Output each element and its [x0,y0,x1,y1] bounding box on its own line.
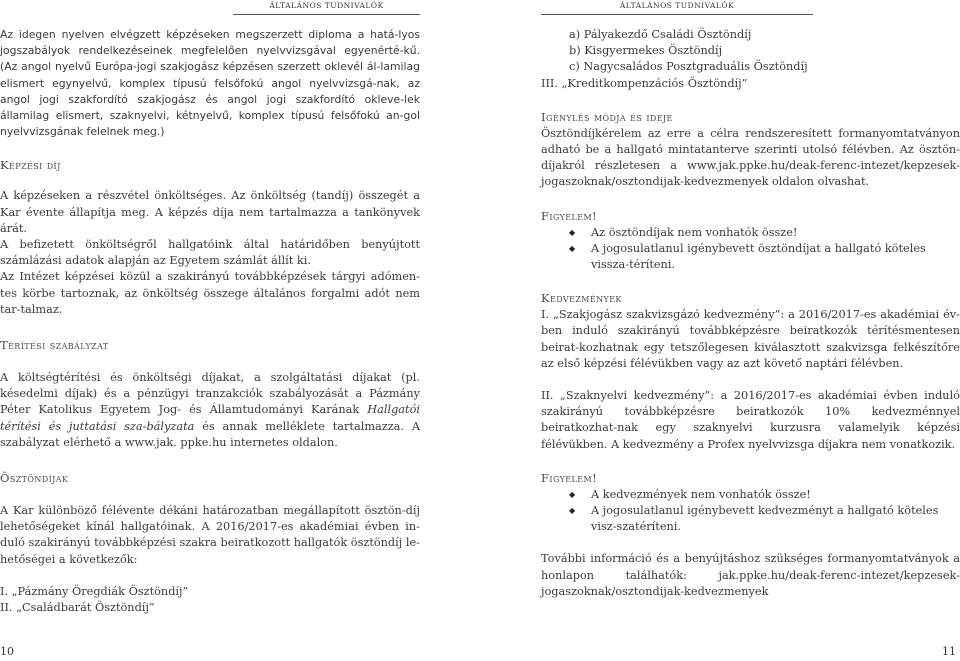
teritesi-text-b: és annak melléklete tartalmazza. A szabályzat elérhető a www.jak. ppke.hu internetes oldalon. [0,419,420,449]
figyelem-2-list [541,487,960,536]
kepzesi-paragraph-3: Az Intézet képzései közül a szakirányú továbbképzések tárgyi adómen-tes körbe tartoznak, az önköltség összege általános forgalmi adót nem tar-talmaz. [0,270,420,316]
heading-figyelem-2: Figyelem! [541,470,598,485]
heading-kepzesi-dij: Képzési díj [0,158,61,173]
teritesi-paragraph [0,370,420,451]
heading-figyelem-1: Figyelem! [541,208,598,223]
page-number-left: 10 [0,645,14,658]
heading-kedvezmenyek: Kedvezmények [541,291,622,306]
kedvezmeny-paragraph-1: I. „Szakjogász szakvizsgázó kedvezmény”: a 2016/2017-es akadémiai év-ben induló szakirányú továbbképzésre beiratkozók térítésmentesen beirat-kozhatnak egy tetszőlegesen kiválasztott szakvizsga felkészítőre az első képzési félévükben vagy az azt követő naptári félévben. [541,308,960,370]
heading-osztondijak: Ösztöndíjak [0,471,69,486]
page-number-right: 11 [942,645,956,658]
kedvezmeny-paragraph-2: II. „Szaknyelvi kedvezmény”: a 2016/2017-es akadémiai évben induló szakirányú továbbképzésre beiratkozók 10% kedvezménnyel beiratkozhat-nak egy szaknyelvi kurzusra valamelyik képzési félévükben. A kedvezmény a Profex nyelvvizsga díjakra nem vonatkozik. [541,389,960,451]
running-head-left: ÁLTALÁNOS TUDNIVALÓK [233,0,420,15]
teritesi-text-italic: Hallgatói térítési és juttatási sza-bályzata [0,403,420,433]
igenyles-paragraph: Ösztöndíjkérelem az erre a célra rendszeresített formanyomtatványon adható be a hallgató mintatanterve szerinti utolsó félévben. Az ösztön-díjakról részletesen a www.jak.ppke.hu/deak-ferenc-intezet/kepzesek-jogaszoknak/osztondijak-kedvezmenyek oldalon olvashat. [541,126,960,189]
left-page [0,0,420,616]
figyelem-2-bullet-2: ◆ A jogosulatlanul igénybevett kedvezményt a hallgató köteles visz-szatéríteni. [541,503,960,535]
right-page [541,0,960,600]
figyelem-1-list [541,225,960,274]
heading-teritesi-szabalyzat: Térítési szabályzat [0,338,109,353]
figyelem-2-bullet-1: ◆ A kedvezmények nem vonhatók össze! [541,487,960,503]
figyelem-1-bullet-1: ◆ Az ösztöndíjak nem vonhatók össze! [541,225,960,241]
osztondij-item-1: I. „Pázmány Öregdiák Ösztöndíj” [0,584,189,598]
running-head-right: ÁLTALÁNOS TUDNIVALÓK [541,0,813,15]
osztondij-item-c: c) Nagycsaládos Posztgraduális Ösztöndíj [569,60,808,74]
osztondij-item-3: III. „Kreditkompenzációs Ösztöndíj” [541,76,748,90]
osztondij-item-a: a) Pályakezdő Családi Ösztöndíj [569,28,752,41]
intro-paragraph: Az idegen nyelven elvégzett képzéseken megszerzett diploma a hatá-lyos jogszabályok rendelkezéseinek megfelelően nyelvvizsgával egyenérté-kű. (Az angol nyelvű Európa-jogi szakjogász képzésen szerzett oklevél ál-lamilag elismert egynyelvű, komplex típusú felsőfokú angol nyelvvizsgá-nak, az angol jogi szakfordító szakjogász és angol jogi szakfordító okleve-lek államilag elismert, szaknyelvi, kétnyelvű, komplex típusú felsőfokú an-gol nyelvvizsgának felelnek meg.) [0,28,420,139]
figyelem-1-bullet-2: ◆ A jogosulatlanul igénybevett ösztöndíjat a hallgató köteles vissza-téríteni. [541,241,960,273]
tovabbi-informacio-paragraph: További információ és a benyújtáshoz szükséges formanyomtatványok a honlapon találhatók: jak.ppke.hu/deak-ferenc-intezet/kepzesek-jogaszoknak/osztondijak-kedvezmenyek [541,552,960,598]
heading-igenyles: Igénylés módja és ideje [541,109,673,124]
kepzesi-paragraph-1: A képzéseken a részvétel önköltséges. Az önköltség (tandíj) összegét a Kar évente állapítja meg. A képzés díja nem tartalmazza a tankönyvek árát. [0,189,420,235]
osztondijak-paragraph: A Kar különböző félévente dékáni határozatban megállapított ösztön-díj lehetőségeket kínál hallgatóinak. A 2016/2017-es akadémiai évben in-duló szakirányú továbbképzési szakra beiratkozott hallgatók ösztöndíj le-hetőségei a következők: [0,504,420,566]
teritesi-text-a: A költségtérítési és önköltségi díjakat, a szolgáltatási díjakat (pl. késedelmi díjak) és a pénzügyi tranzakciók szabályozását a Pázmány Péter Katolikus Egyetem Jog- és Államtudományi Karának [0,371,420,417]
kepzesi-paragraph-2: A befizetett önköltségről hallgatóink által határidőben benyújtott számlázási adatok alapján az Egyetem számlát állít ki. [0,238,420,268]
osztondij-sublist [541,27,960,76]
osztondij-item-2: II. „Családbarát Ösztöndíj” [0,601,155,615]
osztondij-item-b: b) Kisgyermekes Ösztöndíj [569,44,723,58]
